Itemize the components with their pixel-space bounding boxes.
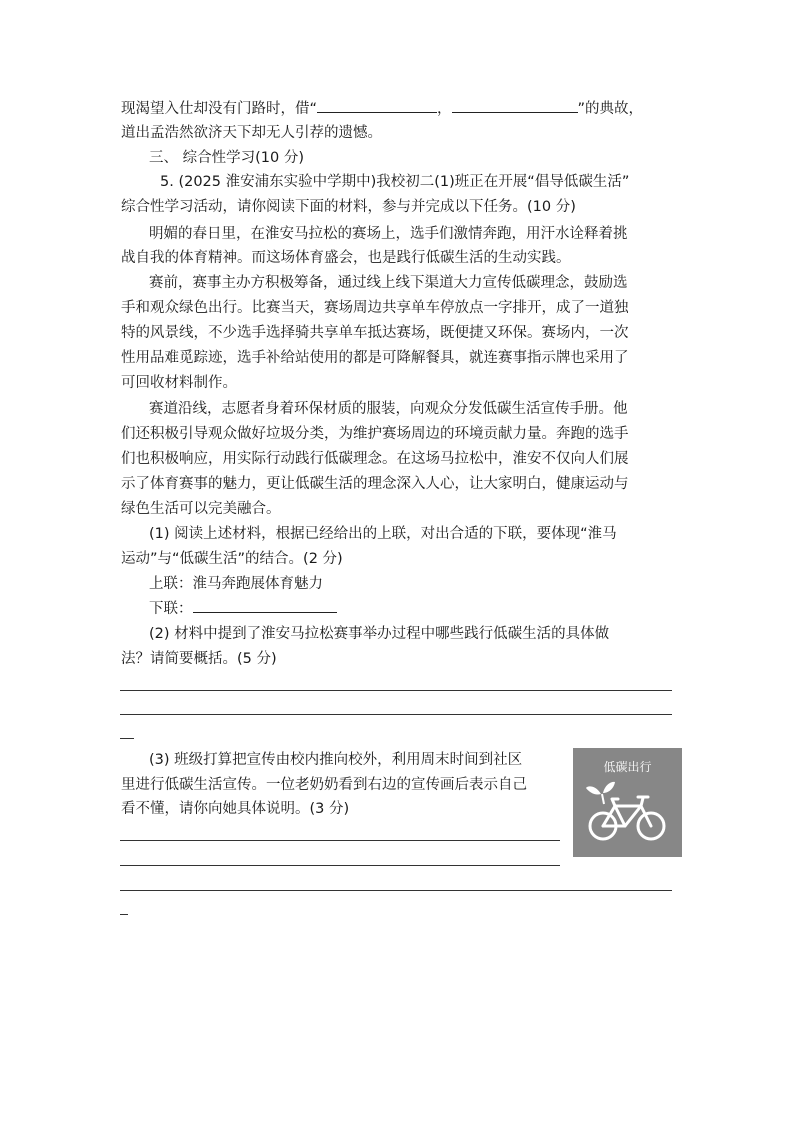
material-line: 绿色生活可以完美融合。 <box>121 501 281 517</box>
answer-line[interactable] <box>120 890 672 891</box>
answer-blank-1[interactable] <box>317 98 437 113</box>
material-line: 赛前，赛事主办方积极筹备，通过线上线下渠道大力宣传低碳理念，鼓励选 <box>149 275 628 291</box>
material-line: 性用品难觅踪迹，选手补给站使用的都是可降解餐具，就连赛事指示牌也采用了 <box>121 350 629 366</box>
sub2-line-1: (2) 材料中提到了淮安马拉松赛事举办过程中哪些践行低碳生活的具体做 <box>149 626 610 642</box>
couplet-lower-label: 下联： <box>149 601 193 617</box>
material-line: 可回收材料制作。 <box>121 375 237 391</box>
fragment-text-before: 现渴望入仕却没有门路时，借“ <box>121 101 318 117</box>
couplet-lower <box>149 598 337 620</box>
material-line: 特的风景线，不少选手选择骑共享单车抵达赛场，既便捷又环保。赛场内，一次 <box>121 325 629 341</box>
bicycle-with-leaves-icon <box>585 780 670 845</box>
answer-line[interactable] <box>120 840 560 841</box>
material-line: 示了体育赛事的魅力，更让低碳生活的理念深入人心，让大家明白，健康运动与 <box>121 476 629 492</box>
answer-line[interactable] <box>120 714 672 715</box>
material-line: 手和观众绿色出行。比赛当天，赛场周边共享单车停放点一字排开，成了一道独 <box>121 300 629 316</box>
fragment-line-2: 道出孟浩然欲济天下却无人引荐的遗憾。 <box>121 125 382 141</box>
material-line: 明媚的春日里，在淮安马拉松的赛场上，选手们激情奔跑，用汗水诠释着挑 <box>149 226 628 242</box>
section-heading: 三、 综合性学习(10 分) <box>149 150 304 166</box>
couplet-upper <box>149 573 323 595</box>
sub1-line-2: 运动”与“低碳生活”的结合。(2 分) <box>121 551 343 567</box>
sub3-line-1: (3) 班级打算把宣传由校内推向校外，利用周末时间到社区 <box>149 752 523 768</box>
question-intro-line-1: 5. (2025 淮安浦东实验中学期中)我校初二(1)班正在开展“倡导低碳生活” <box>160 174 630 190</box>
sub2-line-2: 法？请简要概括。(5 分) <box>121 651 277 667</box>
answer-line[interactable] <box>120 914 128 915</box>
sub1-line-1: (1) 阅读上述材料，根据已经给出的上联，对出合适的下联，要体现“淮马 <box>149 526 617 542</box>
low-carbon-poster <box>573 748 682 857</box>
material-line: 战自我的体育精神。而这场体育盛会，也是践行低碳生活的生动实践。 <box>121 250 571 266</box>
couplet-upper-label: 上联： <box>149 576 193 592</box>
fragment-line-1 <box>121 98 643 120</box>
fragment-separator: ， <box>437 101 452 117</box>
answer-line[interactable] <box>120 865 560 866</box>
sub3-line-2: 里进行低碳生活宣传。一位老奶奶看到右边的宣传画后表示自己 <box>121 777 527 793</box>
poster-title: 低碳出行 <box>603 760 652 774</box>
couplet-upper-text: 淮马奔跑展体育魅力 <box>192 576 323 592</box>
sub3-line-3: 看不懂，请你向她具体说明。(3 分) <box>121 801 350 817</box>
answer-blank-2[interactable] <box>452 98 578 113</box>
material-line: 们也积极响应，用实际行动践行低碳理念。在这场马拉松中，淮安不仅向人们展 <box>121 451 629 467</box>
material-line: 赛道沿线，志愿者身着环保材质的服装，向观众分发低碳生活宣传手册。他 <box>149 401 628 417</box>
question-intro-line-2: 综合性学习活动，请你阅读下面的材料，参与并完成以下任务。(10 分) <box>121 199 576 215</box>
answer-line[interactable] <box>120 738 134 739</box>
couplet-answer-blank[interactable] <box>193 598 337 613</box>
fragment-text-after: ”的典故， <box>577 101 644 117</box>
material-line: 们还积极引导观众做好垃圾分类，为维护赛场周边的环境贡献力量。奔跑的选手 <box>121 426 629 442</box>
answer-line[interactable] <box>120 690 672 691</box>
